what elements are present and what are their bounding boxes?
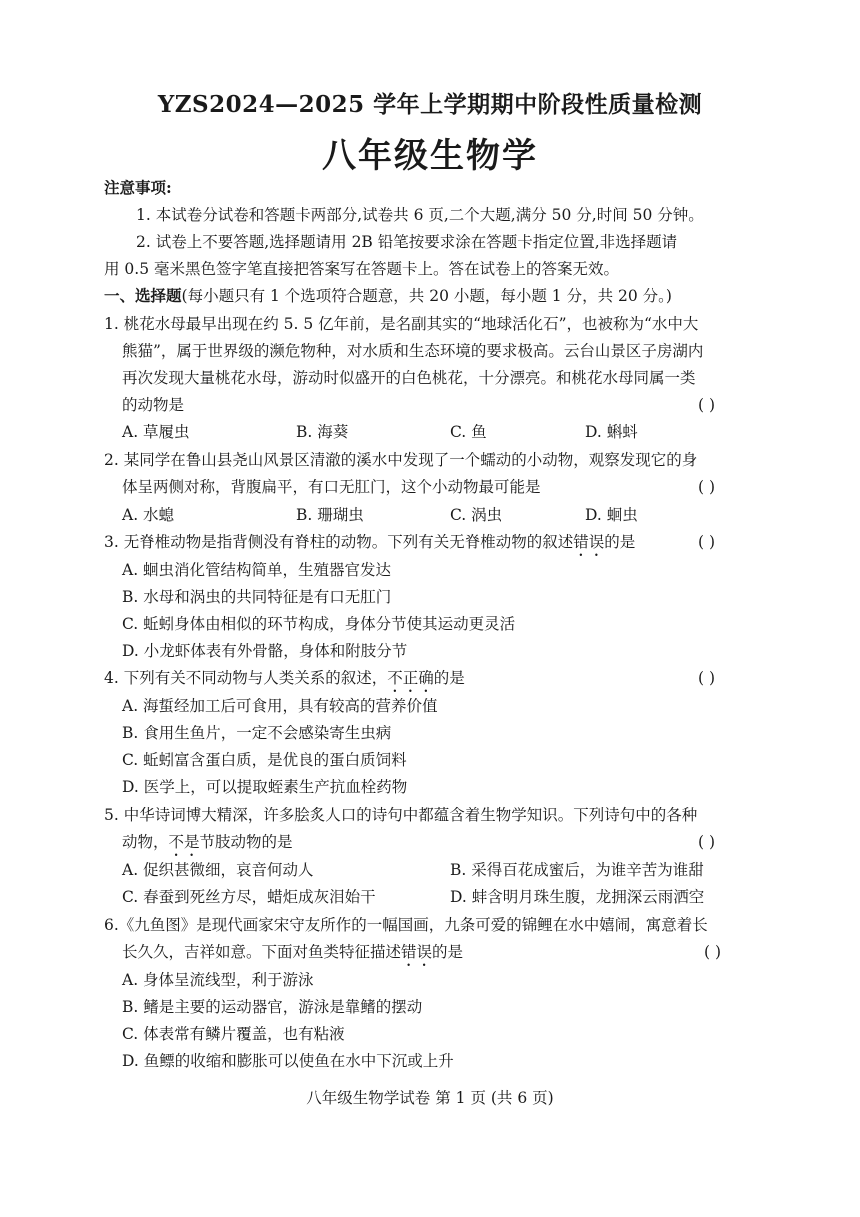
q3-stem-end: 的是 [604, 533, 636, 551]
q4-line-1 [104, 668, 465, 696]
q1-answer-bracket: ( ) [698, 396, 716, 414]
q6-line-1: 6.《九鱼图》是现代画家宋守友所作的一幅国画，九条可爱的锦鲤在水中嬉闹，寓意着长 [104, 916, 708, 934]
q5-emphasis: 不是 [168, 833, 200, 851]
q6-option-a: A. 身体呈流线型，利于游泳 [122, 971, 314, 989]
q3-option-d: D. 小龙虾体表有外骨骼，身体和附肢分节 [122, 642, 408, 660]
q3-option-b: B. 水母和涡虫的共同特征是有口无肛门 [122, 588, 392, 606]
q3-answer-bracket: ( ) [698, 533, 716, 551]
q4-answer-bracket: ( ) [698, 669, 716, 687]
section-1-header [104, 286, 672, 306]
q4-emphasis: 不正确 [387, 669, 434, 687]
q1-option-b: B. 海葵 [296, 423, 349, 441]
q5-option-d: D. 蚌含明月珠生腹，龙拥深云雨洒空 [450, 888, 705, 906]
notice-item-2-line2: 用 0.5 毫米黑色签字笔直接把答案写在答题卡上。答在试卷上的答案无效。 [104, 260, 620, 278]
q5-option-c: C. 春蚕到死丝方尽，蜡炬成灰泪始干 [122, 888, 376, 906]
q5-option-a: A. 促织甚微细，哀音何动人 [122, 861, 314, 879]
page-footer: 八年级生物学试卷 第 1 页 (共 6 页) [306, 1089, 554, 1107]
q6-emphasis: 错误 [401, 943, 433, 961]
q3-line-1 [104, 532, 635, 560]
q4-option-a: A. 海蜇经加工后可食用，具有较高的营养价值 [122, 697, 438, 715]
q4-option-d: D. 医学上，可以提取蛭素生产抗血栓药物 [122, 778, 408, 796]
q2-option-b: B. 珊瑚虫 [296, 506, 364, 524]
q6-stem: 长久久，吉祥如意。下面对鱼类特征描述 [122, 943, 402, 961]
q2-answer-bracket: ( ) [698, 478, 716, 496]
q2-line-2: 体呈两侧对称，背腹扁平，有口无肛门，这个小动物最可能是 [122, 478, 541, 496]
q3-option-a: A. 蛔虫消化管结构简单，生殖器官发达 [122, 561, 392, 579]
exam-title: YZS2024—2025 学年上学期期中阶段性质量检测 [157, 91, 703, 118]
q2-option-a: A. 水螅 [122, 506, 175, 524]
q4-stem: 4. 下列有关不同动物与人类关系的叙述， [104, 669, 388, 687]
q5-stem: 动物， [122, 833, 169, 851]
q5-line-1: 5. 中华诗词博大精深，许多脍炙人口的诗句中都蕴含着生物学知识。下列诗句中的各种 [104, 806, 698, 824]
q2-option-d: D. 蛔虫 [585, 506, 638, 524]
q2-line-1: 2. 某同学在鲁山县尧山风景区清澈的溪水中发现了一个蠕动的小动物，观察发现它的身 [104, 451, 698, 469]
q6-option-d: D. 鱼鳔的收缩和膨胀可以使鱼在水中下沉或上升 [122, 1052, 454, 1070]
q4-option-c: C. 蚯蚓富含蛋白质，是优良的蛋白质饲料 [122, 751, 407, 769]
q3-emphasis: 错误 [573, 533, 605, 551]
q6-line-2 [122, 942, 463, 970]
q5-option-b: B. 采得百花成蜜后，为谁辛苦为谁甜 [450, 861, 704, 879]
section-1-title: 一、选择题 [104, 286, 182, 305]
q1-line-1: 1. 桃花水母最早出现在约 5. 5 亿年前，是名副其实的“地球活化石”，也被称为“水中大 [104, 315, 699, 333]
q5-stem-end: 节肢动物的是 [199, 833, 293, 851]
notice-item-2-line1: 2. 试卷上不要答题,选择题请用 2B 铅笔按要求涂在答题卡指定位置,非选择题请 [136, 233, 678, 251]
q3-stem: 3. 无脊椎动物是指背侧没有脊柱的动物。下列有关无脊椎动物的叙述 [104, 533, 574, 551]
q4-stem-end: 的是 [433, 669, 465, 687]
q6-stem-end: 的是 [432, 943, 464, 961]
q1-line-4: 的动物是 [122, 396, 185, 414]
q2-option-c: C. 涡虫 [450, 506, 503, 524]
q3-option-c: C. 蚯蚓身体由相似的环节构成，身体分节使其运动更灵活 [122, 615, 516, 633]
notice-item-1: 1. 本试卷分试卷和答题卡两部分,试卷共 6 页,二个大题,满分 50 分,时间 50 分钟。 [136, 206, 704, 224]
q6-option-b: B. 鳍是主要的运动器官，游泳是靠鳍的摆动 [122, 998, 423, 1016]
section-1-desc: (每小题只有 1 个选项符合题意，共 20 小题，每小题 1 分，共 20 分。) [181, 287, 672, 305]
q6-answer-bracket: ( ) [704, 943, 722, 961]
q5-line-2 [122, 832, 293, 860]
q1-line-3: 再次发现大量桃花水母，游动时似盛开的白色桃花，十分漂亮。和桃花水母同属一类 [122, 369, 696, 387]
q1-line-2: 熊猫”，属于世界级的濒危物种，对水质和生态环境的要求极高。云台山景区子房湖内 [122, 342, 704, 360]
notice-heading: 注意事项: [104, 178, 172, 197]
q1-option-c: C. 鱼 [450, 423, 487, 441]
q4-option-b: B. 食用生鱼片，一定不会感染寄生虫病 [122, 724, 392, 742]
q1-option-a: A. 草履虫 [122, 423, 190, 441]
q5-answer-bracket: ( ) [698, 833, 716, 851]
q6-option-c: C. 体表常有鳞片覆盖，也有粘液 [122, 1025, 345, 1043]
q1-option-d: D. 蝌蚪 [585, 423, 638, 441]
subject-title: 八年级生物学 [322, 136, 538, 176]
